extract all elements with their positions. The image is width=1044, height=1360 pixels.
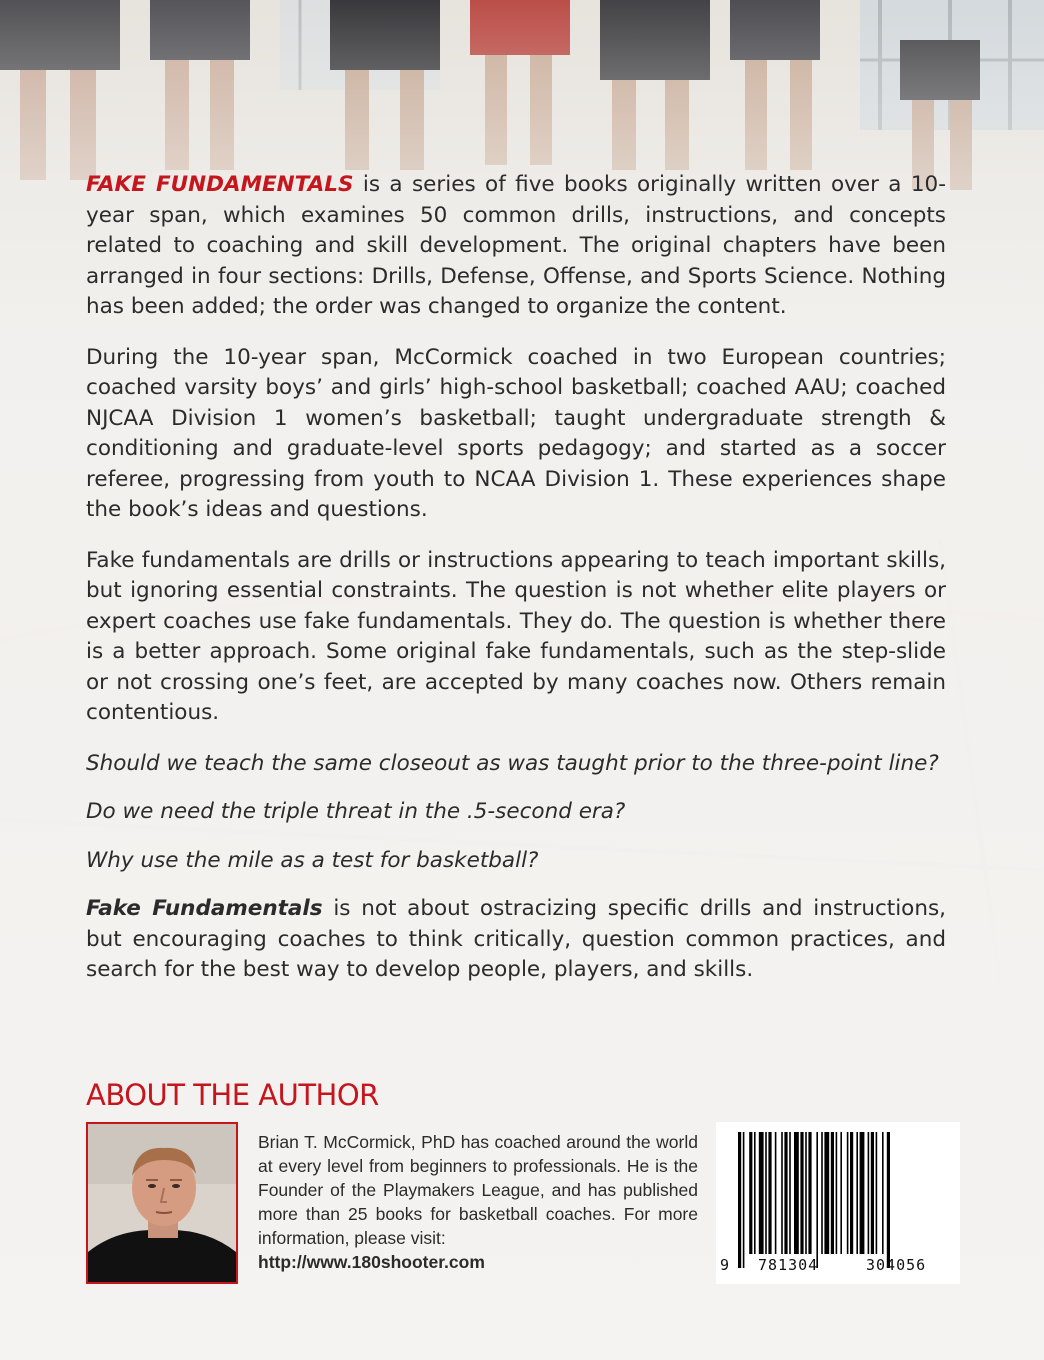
barcode-bar bbox=[856, 1132, 858, 1254]
barcode-bar bbox=[821, 1132, 823, 1254]
book-title-inline: Fake Fundamentals bbox=[86, 896, 323, 921]
barcode-first-digit: 9 bbox=[720, 1256, 731, 1274]
barcode-bar bbox=[882, 1132, 884, 1254]
author-photo bbox=[86, 1122, 238, 1284]
isbn-barcode bbox=[716, 1122, 960, 1284]
intro-text: is a series of five books originally written over a 10-year span, which examines 50 common drills, instructions, and concepts related to coaching and skill development. The original chapters have been arranged in four sections: Drills, Defense, Offense, and Sports Science. Nothing has been added; the order was changed to organize the content. bbox=[86, 172, 946, 319]
barcode-bar bbox=[850, 1132, 853, 1254]
barcode-bar bbox=[794, 1132, 799, 1254]
question-closeout: Should we teach the same closeout as was taught prior to the three-point line? bbox=[86, 750, 939, 776]
author-website-link[interactable]: http://www.180shooter.com bbox=[258, 1252, 485, 1272]
barcode-bar bbox=[749, 1132, 752, 1254]
barcode-bar bbox=[775, 1132, 777, 1254]
barcode-bar bbox=[876, 1132, 878, 1254]
barcode-right-digits: 304056 bbox=[866, 1256, 927, 1274]
about-author-heading: ABOUT THE AUTHOR bbox=[86, 1078, 379, 1112]
question-triple-threat: Do we need the triple threat in the .5-second era? bbox=[86, 799, 626, 824]
barcode-bar bbox=[808, 1132, 811, 1254]
barcode-bar bbox=[805, 1132, 807, 1254]
barcode-bar bbox=[847, 1132, 849, 1254]
definition-paragraph: Fake fundamentals are drills or instructions appearing to teach important skills, but ignoring essential constraints. The question is not whether elite players or expert coaches use fake fundamentals. They do. The question is whether there is a better approach. Some original fake fundamentals, such as the step-slide or not crossing one’s feet, are accepted by many coaches now. Others remain contentious. bbox=[86, 547, 946, 725]
barcode-bar bbox=[781, 1132, 783, 1254]
barcode-bar bbox=[887, 1132, 890, 1268]
barcode-bar bbox=[768, 1132, 771, 1254]
barcode-bar bbox=[871, 1132, 874, 1254]
experience-paragraph: During the 10-year span, McCormick coached in two European countries; coached varsity boys’ and girls’ high-school basketball; coached AAU; coached NJCAA Division 1 women’s basketball; taught undergraduate strength & conditioning and graduate-level sports pedagogy; and started as a soccer referee, progressing from youth to NCAA Division 1. These experiences shape the book’s ideas and questions. bbox=[86, 344, 946, 522]
barcode-bar bbox=[784, 1132, 787, 1254]
barcode-bar bbox=[816, 1132, 818, 1268]
barcode-bar bbox=[840, 1132, 842, 1254]
barcode-bar bbox=[868, 1132, 870, 1254]
author-bio-text: Brian T. McCormick, PhD has coached around the world at every level from beginners to professionals. He is the Founder of the Playmakers League, and has published more than 25 books for basketball coaches. For more information, please visit: bbox=[258, 1132, 698, 1248]
barcode-bar bbox=[759, 1132, 764, 1254]
barcode-bar bbox=[754, 1132, 756, 1254]
barcode-bar bbox=[743, 1132, 745, 1268]
barcode-bar bbox=[824, 1132, 829, 1254]
barcode-bar bbox=[860, 1132, 865, 1254]
series-title: FAKE FUNDAMENTALS bbox=[86, 172, 354, 197]
closing-text: is not about ostracizing specific drills and instructions, but encouraging coaches to think critically, question common practices, and search for the best way to develop people, players, and skills. bbox=[86, 896, 946, 982]
barcode-bar bbox=[800, 1132, 803, 1254]
barcode-bar bbox=[836, 1132, 838, 1254]
closing-paragraph bbox=[86, 894, 946, 986]
description-block bbox=[86, 170, 946, 1006]
barcode-bar bbox=[789, 1132, 791, 1254]
intro-paragraph bbox=[86, 170, 946, 323]
barcode-left-digits: 781304 bbox=[758, 1256, 819, 1274]
author-bio bbox=[258, 1130, 698, 1274]
barcode-bar bbox=[738, 1132, 741, 1268]
question-mile-test: Why use the mile as a test for basketball? bbox=[86, 847, 539, 873]
barcode-bar bbox=[765, 1132, 767, 1254]
barcode-bar bbox=[831, 1132, 834, 1254]
